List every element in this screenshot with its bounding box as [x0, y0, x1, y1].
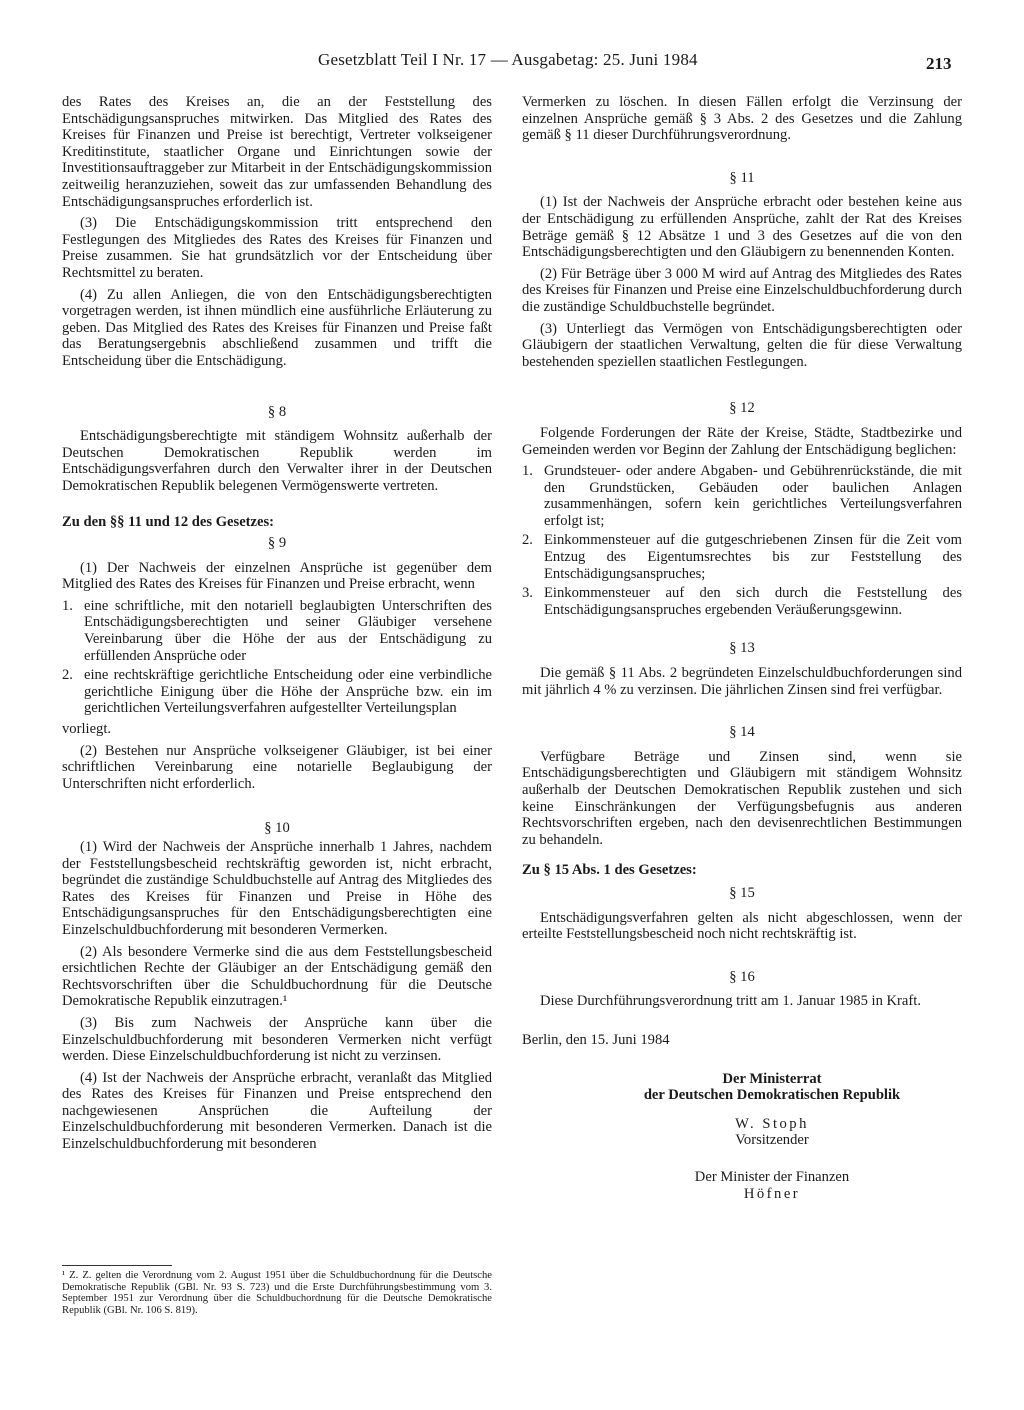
- footnote: ¹ Z. Z. gelten die Verordnung vom 2. August 1951 über die Schuldbuchordnung für die Deutsche Demokratische Republik (GBl. Nr. 93 S. 723) und die Erste Durchführungsbestimmung vom 3. September 1951 zur Verordnung über die Schuldbuchordnung für die Deutsche Demokratische Republik (GBl. Nr. 106 S. 819).: [62, 1270, 492, 1316]
- section-title-8: § 8: [267, 403, 287, 420]
- list-item: [522, 463, 962, 529]
- section-title-9: § 9: [267, 535, 287, 552]
- page-header: [0, 50, 1024, 80]
- paragraph: (4) Ist der Nachweis der Ansprüche erbracht, veranlaßt das Mitglied des Rates des Kreises für Finanzen und Preise entsprechend den nachgewiesenen Ansprüchen die Aufteilung der Einzelschuldbuchforderung mit besonderen Vermerken. Danach ist die Einzelschuldbuchforderung mit besonderen: [62, 1069, 492, 1153]
- section-title-10: § 10: [264, 820, 290, 837]
- signature-block: [522, 1071, 962, 1203]
- paragraph-part: (1) Wird der Nachweis der: [80, 838, 245, 855]
- enumerated-list: [62, 598, 492, 717]
- list-text: Grundsteuer- oder andere Abgaben- und Gebührenrückstände, die mit den Grundstücken, Gebäuden oder baulichen Anlagen zusammenhängen, sofern kein gerichtliches Verteilungsverfahren erfolgt ist;: [544, 463, 962, 529]
- list-text: Einkommensteuer auf den sich durch die Feststellung des Entschädigungsanspruches ergebenden Veräußerungsgewinn.: [544, 585, 962, 618]
- paragraph: vorliegt.: [62, 721, 112, 737]
- section-title-12: § 12: [729, 400, 755, 417]
- paragraph: [62, 839, 492, 939]
- paragraph: (3) Bis zum Nachweis der Ansprüche kann über die Einzelschuldbuchforderung mit besonderen Vermerken nicht verfügt werden. Diese Einzelschuldbuchforderung ist nicht zu verzinsen.: [62, 1014, 492, 1065]
- list-item: [62, 598, 492, 664]
- section-heading: Zu den §§ 11 und 12 des Gesetzes:: [62, 514, 275, 531]
- paragraph: Entschädigungsverfahren gelten als nicht abgeschlossen, wenn der erteilte Feststellungsbescheid noch nicht rechtskräftig ist.: [522, 909, 962, 943]
- section-title-14: § 14: [729, 724, 755, 741]
- paragraph-part: Ansprüche innerhalb 1 Jahres, nachdem der Feststellungsbescheid rechtskräftig geworden ist, nicht erbracht, begründet die zuständige Schuldbuchstelle auf Antrag des Mitgliedes des Rates des Kreises für Finanzen und Preise in Höhe des Entschädigungsanspruches für den Entschädigungsberechtigten eine Einzelschuldbuchforderung mit besonderen Vermerken.: [62, 838, 493, 938]
- paragraph: (1) Der Nachweis der einzelnen Ansprüche ist gegenüber dem Mitglied des Rates des Kreises für Finanzen und Preise erbracht, wenn: [62, 559, 492, 593]
- paragraph: Entschädigungsberechtigte mit ständigem Wohnsitz außerhalb der Deutschen Demokratischen Republik werden im Entschädigungsverfahren durch den Verwalter ihrer in der Deutschen Demokratischen Republik belegenen Vermögenswerte vertreten.: [62, 428, 492, 494]
- list-item: [522, 585, 962, 618]
- signer-name: W. Stoph: [735, 1115, 809, 1132]
- left-column: [62, 94, 492, 1158]
- section-title-13: § 13: [729, 640, 755, 657]
- paragraph: Diese Durchführungsverordnung tritt am 1. Januar 1985 in Kraft.: [540, 993, 921, 1010]
- section-title-11: § 11: [729, 169, 755, 186]
- list-text: Einkommensteuer auf die gutgeschriebenen Zinsen für die Zeit vom Entzug des Eigentumsrechtes bis zur Feststellung des Entschädigungsanspruches;: [544, 532, 962, 582]
- page-number: 213: [926, 54, 952, 73]
- org-line: der Deutschen Demokratischen Republik: [643, 1087, 901, 1104]
- paragraph: (1) Ist der Nachweis der Ansprüche erbracht oder bestehen keine aus der Entschädigung zu erfüllenden Ansprüche, zahlt der Rat des Kreises Beträge gemäß § 12 Absätze 1 und 3 des Gesetzes auf die von den Entschädigungsberechtigten und den Gläubigern zu benennenden Konten.: [522, 194, 962, 261]
- paragraph: Verfügbare Beträge und Zinsen sind, wenn sie Entschädigungsberechtigten und Gläubigern mit ständigem Wohnsitz außerhalb der Deutschen Demokratischen Republik zustehen und sich keine Einschränkungen der Verfügungsbefugnis aus anderen Rechtsvorschriften ergeben, nach den devisenrechtlichen Bestimmungen zu behandeln.: [522, 748, 962, 848]
- list-number: 2.: [62, 667, 73, 684]
- signer-name: Höfner: [743, 1185, 801, 1202]
- paragraph: Vermerken zu löschen. In diesen Fällen erfolgt die Verzinsung der einzelnen Ansprüche gemäß § 3 Abs. 2 des Gesetzes und die Zahlung gemäß § 11 dieser Durchführungsverordnung.: [522, 94, 962, 144]
- list-item: [62, 667, 492, 717]
- section-title-16: § 16: [729, 968, 755, 985]
- list-item: [522, 532, 962, 582]
- list-number: 3.: [522, 585, 533, 602]
- header-title: Gesetzblatt Teil I Nr. 17 — Ausgabetag: 25. Juni 1984: [318, 50, 698, 69]
- list-number: 1.: [522, 463, 533, 480]
- list-number: 2.: [522, 532, 533, 549]
- paragraph: (3) Unterliegt das Vermögen von Entschädigungsberechtigten oder Gläubigern der staatlichen Verwaltung, gelten die für diese Verwaltung bestehenden speziellen staatlichen Festlegungen.: [522, 320, 962, 370]
- org-line: Der Ministerrat: [722, 1070, 822, 1087]
- signer-role: Vorsitzender: [735, 1132, 809, 1149]
- paragraph: Folgende Forderungen der Räte der Kreise, Städte, Stadtbezirke und Gemeinden werden vor Beginn der Zahlung der Entschädigung beglichen:: [522, 424, 962, 458]
- list-text: eine schriftliche, mit den notariell beglaubigten Unterschriften des Entschädigungsberechtigten und seiner Gläubiger versehene Vereinbarung über die Höhe der aus der Entschädigung zu erfüllenden Ansprüche oder: [84, 597, 492, 664]
- paragraph: (4) Zu allen Anliegen, die von den Entschädigungsberechtigten vorgetragen werden, ist ihnen mündlich eine ausführliche Erläuterung zu geben. Das Mitglied des Rates des Kreises für Finanzen und Preise faßt das Beratungsergebnis abschließend zusammen und trifft die Entscheidung über die Entschädigung.: [62, 286, 492, 369]
- enumerated-list: [522, 463, 962, 618]
- signer-role: Der Minister der Finanzen: [694, 1168, 850, 1185]
- paragraph: (2) Für Beträge über 3 000 M wird auf Antrag des Mitgliedes des Rates des Kreises für Finanzen und Preise eine Einzelschuldbuchforderung durch die zuständige Schuldbuchstelle begründet.: [522, 265, 962, 315]
- section-heading: Zu § 15 Abs. 1 des Gesetzes:: [522, 862, 697, 879]
- paragraph: (2) Als besondere Vermerke sind die aus dem Feststellungsbescheid ersichtlichen Rechte der Gläubiger an der Entschädigung gemäß den Rechtsvorschriften über die Schuldbuchordnung für die Deutsche Demokratische Republik einzutragen.¹: [62, 943, 492, 1010]
- section-title-15: § 15: [729, 884, 755, 901]
- paragraph: (3) Die Entschädigungskommission tritt entsprechend den Festlegungen des Mitgliedes des Rates des Kreises für Finanzen und Preise zusammen. Sie hat grundsätzlich vor der Entscheidung über Rechtsmittel zu beraten.: [62, 215, 492, 281]
- list-text: eine rechtskräftige gerichtliche Entscheidung oder eine verbindliche gerichtliche Einigung über die Höhe der Ansprüche bzw. ein im gerichtlichen Verteilungsverfahren aufgestellter Verteilungsplan: [84, 667, 492, 717]
- place-date: Berlin, den 15. Juni 1984: [522, 1031, 670, 1048]
- paragraph: Die gemäß § 11 Abs. 2 begründeten Einzelschuldbuchforderungen sind mit jährlich 4 % zu verzinsen. Die jährlichen Zinsen sind frei verfügbar.: [522, 665, 962, 698]
- paragraph: des Rates des Kreises an, die an der Feststellung des Entschädigungsanspruches mitwirken. Das Mitglied des Rates des Kreises für Finanzen und Preise ist berechtigt, Vertreter volkseigener Kreditinstitute, staatlicher Organe und Einrichtungen sowie der Investitionsauftraggeber zur Mitarbeit in der Entschädigungskommission zeitweilig heranzuziehen, soweit das zur umfassenden Behandlung des Entschädigungsanspruches erforderlich ist.: [62, 94, 492, 210]
- paragraph: (2) Bestehen nur Ansprüche volkseigener Gläubiger, ist bei einer schriftlichen Vereinbarung eine notarielle Beglaubigung der Unterschriften nicht erforderlich.: [62, 742, 492, 792]
- footnote-rule: [62, 1265, 172, 1266]
- right-column: [522, 94, 962, 1202]
- list-number: 1.: [62, 597, 73, 614]
